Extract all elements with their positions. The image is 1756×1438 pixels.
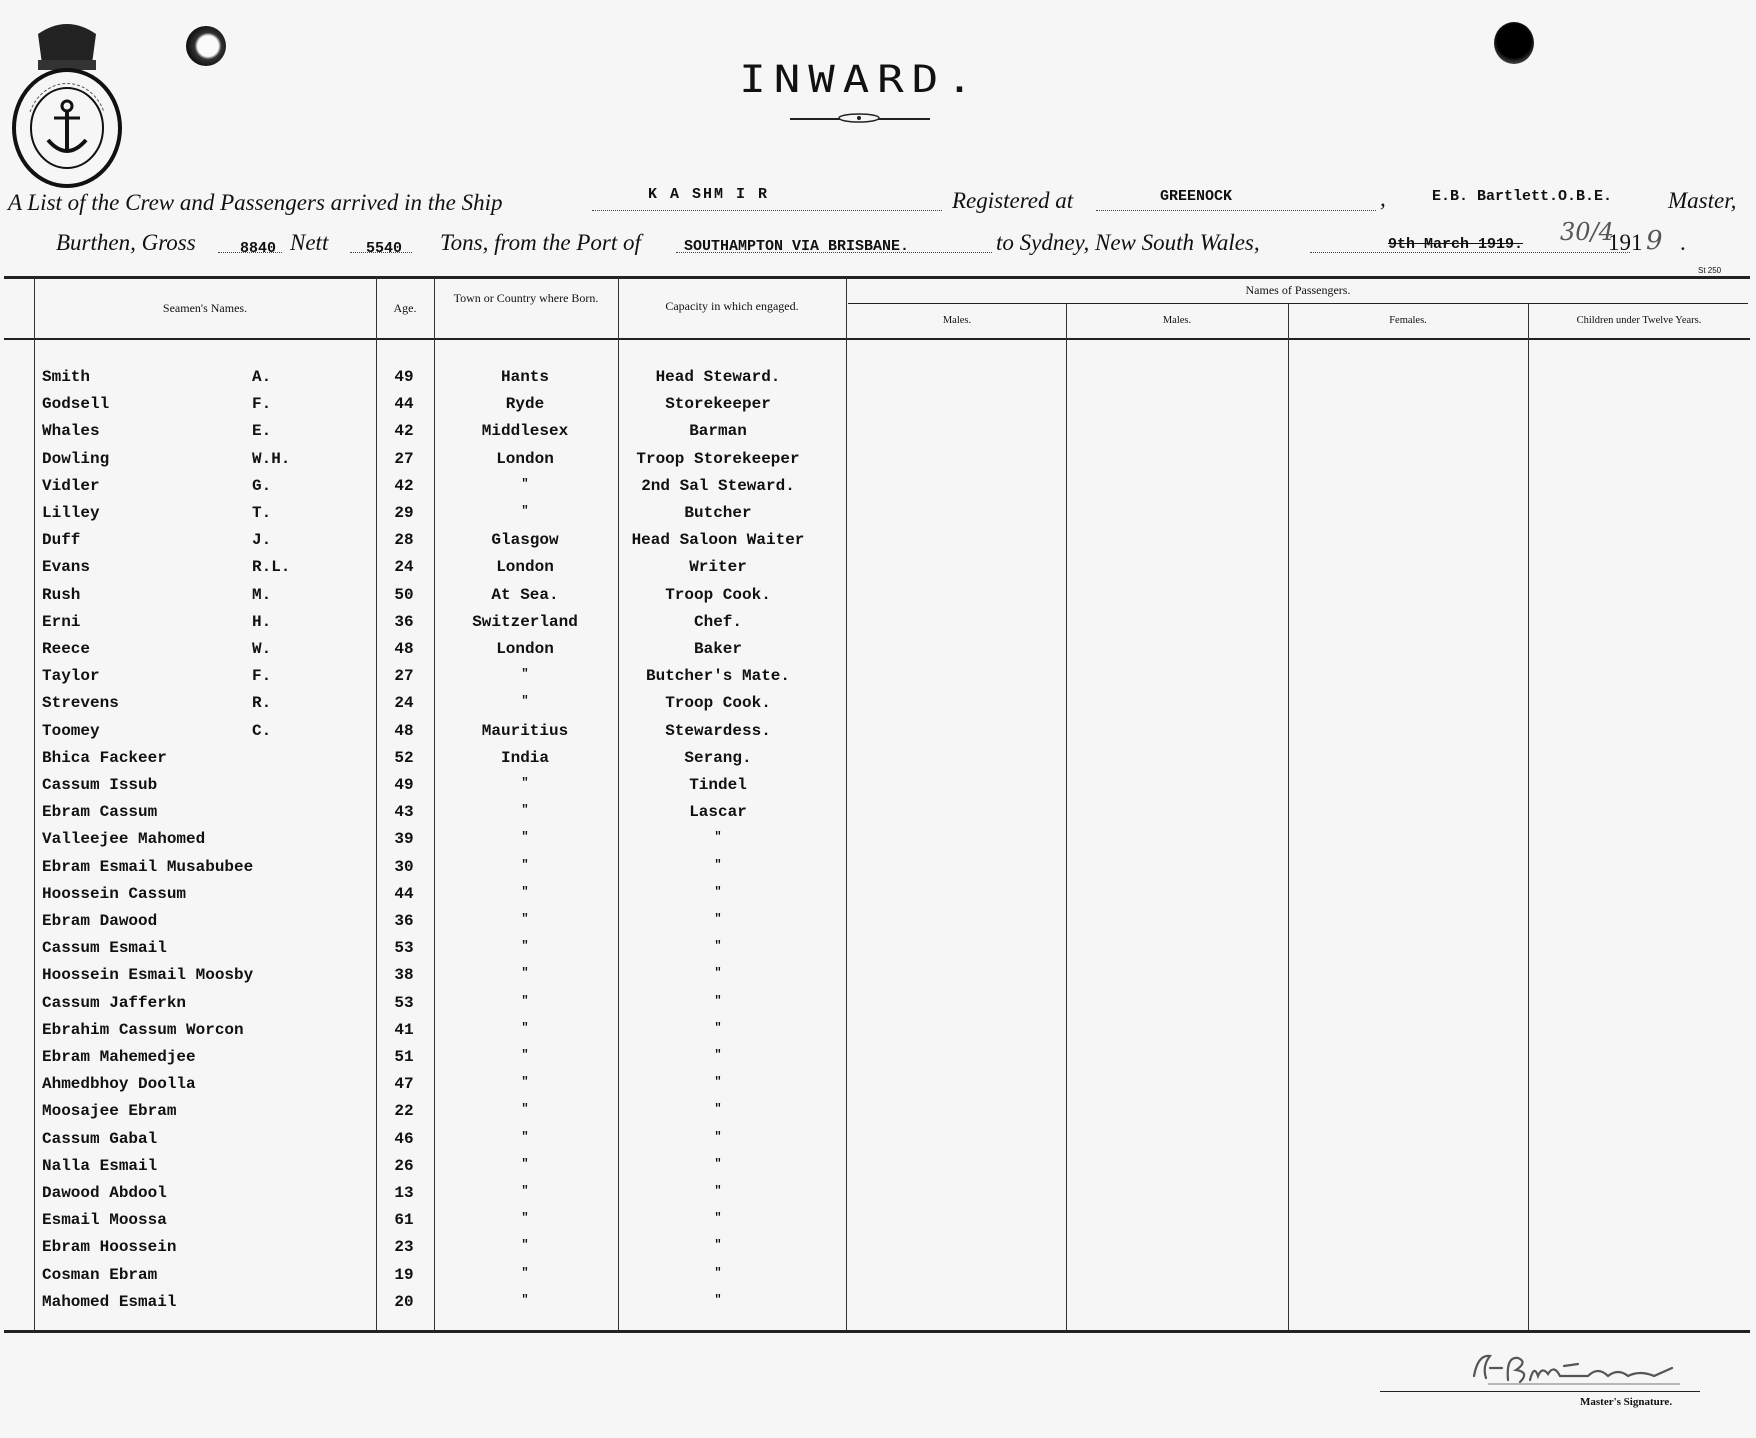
crew-birthplace: " (521, 1157, 529, 1171)
col-header-passengers: Names of Passengers. (1245, 283, 1351, 297)
crew-birthplace: Mauritius (481, 722, 569, 740)
crew-birthplace: " (521, 1102, 529, 1116)
crew-capacity: " (714, 912, 722, 926)
crew-row (0, 531, 1756, 555)
crew-capacity: " (714, 858, 722, 872)
crew-row (0, 966, 1756, 990)
form-title: INWARD. (739, 57, 981, 102)
crew-birthplace: " (521, 1266, 529, 1280)
col-header-males-1: Males. (942, 315, 972, 326)
crew-initial: M. (252, 586, 272, 604)
crew-capacity: Lascar (689, 803, 747, 821)
crew-age: 19 (394, 1266, 414, 1284)
crew-initial: R.L. (252, 558, 291, 576)
crew-initial: F. (252, 395, 272, 413)
crew-capacity: Butcher's Mate. (645, 667, 791, 685)
crew-row (0, 1075, 1756, 1099)
crew-capacity: " (714, 1184, 722, 1198)
shipping-masters-seal-icon (8, 20, 126, 190)
crew-age: 43 (394, 803, 414, 821)
crew-name: Dawood Abdool (42, 1184, 167, 1202)
crew-initial: A. (252, 368, 272, 386)
crew-age: 49 (394, 776, 414, 794)
crew-birthplace: " (521, 1211, 529, 1225)
crew-initial: W.H. (252, 450, 291, 468)
registered-line (1096, 210, 1376, 211)
crew-name: Lilley (42, 504, 100, 522)
crew-row (0, 912, 1756, 936)
crew-age: 20 (394, 1293, 414, 1311)
crew-capacity: " (714, 885, 722, 899)
crew-age: 42 (394, 477, 414, 495)
crew-initial: T. (252, 504, 272, 522)
crew-name: Ebram Mahemedjee (42, 1048, 196, 1066)
crew-age: 27 (394, 667, 414, 685)
crew-row (0, 395, 1756, 419)
crew-birthplace: " (521, 858, 529, 872)
crew-capacity: " (714, 1157, 722, 1171)
crew-birthplace: " (521, 1075, 529, 1089)
punch-hole-left (186, 26, 226, 66)
crew-name: Mahomed Esmail (42, 1293, 177, 1311)
crew-birthplace: Middlesex (481, 422, 569, 440)
crew-row (0, 1211, 1756, 1235)
crew-capacity: " (714, 1075, 722, 1089)
crew-initial: J. (252, 531, 272, 549)
label-registered: Registered at (952, 188, 1074, 213)
crew-age: 48 (394, 722, 414, 740)
crew-age: 46 (394, 1130, 414, 1148)
crew-name: Godsell (42, 395, 110, 413)
crew-birthplace: " (521, 1021, 529, 1035)
crew-age: 22 (394, 1102, 414, 1120)
label-comma: , (1380, 186, 1386, 211)
crew-row (0, 1293, 1756, 1317)
crew-age: 42 (394, 422, 414, 440)
crew-capacity: Baker (693, 640, 742, 658)
crew-capacity: Tindel (689, 776, 747, 794)
crew-name: Vidler (42, 477, 100, 495)
crew-name: Ebram Hoossein (42, 1238, 177, 1256)
crew-initial: R. (252, 694, 272, 712)
crew-birthplace: " (521, 1238, 529, 1252)
crew-birthplace: " (521, 477, 529, 491)
crew-capacity: " (714, 994, 722, 1008)
punch-hole-right (1494, 22, 1534, 64)
col-header-age: Age. (393, 301, 417, 315)
crew-name: Dowling (42, 450, 110, 468)
crew-name: Esmail Moossa (42, 1211, 167, 1229)
crew-capacity: 2nd Sal Steward. (641, 477, 795, 495)
crew-capacity: Butcher (684, 504, 752, 522)
passenger-subheader-rule (848, 303, 1748, 304)
crew-birthplace: Ryde (505, 395, 545, 413)
crew-birthplace: " (521, 504, 529, 518)
table-top-rule (4, 276, 1750, 279)
crew-age: 27 (394, 450, 414, 468)
crew-birthplace: London (496, 640, 554, 658)
crew-row (0, 1184, 1756, 1208)
crew-initial: W. (252, 640, 272, 658)
crew-initial: C. (252, 722, 272, 740)
crew-birthplace: " (521, 776, 529, 790)
crew-age: 26 (394, 1157, 414, 1175)
crew-capacity: " (714, 966, 722, 980)
crew-name: Ebram Esmail Musabubee (42, 858, 254, 876)
crew-row (0, 994, 1756, 1018)
col-header-town: Town or Country where Born. (453, 291, 599, 305)
crew-capacity: " (714, 1130, 722, 1144)
crew-row (0, 586, 1756, 610)
crew-row (0, 558, 1756, 582)
crew-row (0, 422, 1756, 446)
year-digit: 9 (1646, 226, 1663, 256)
crew-name: Moosajee Ebram (42, 1102, 177, 1120)
signature-rule (1380, 1391, 1700, 1392)
crew-name: Reece (42, 640, 91, 658)
crew-capacity: " (714, 1211, 722, 1225)
crew-row (0, 368, 1756, 392)
crew-age: 36 (394, 912, 414, 930)
crew-capacity: Head Steward. (655, 368, 781, 386)
crew-birthplace: " (521, 1293, 529, 1307)
crew-row (0, 613, 1756, 637)
label-burthen: Burthen, Gross (56, 230, 196, 255)
label-to-sydney: to Sydney, New South Wales, (996, 230, 1260, 255)
crew-capacity: Troop Storekeeper (636, 450, 800, 468)
crew-age: 30 (394, 858, 414, 876)
crew-capacity: Writer (689, 558, 747, 576)
crew-name: Ebrahim Cassum Worcon (42, 1021, 244, 1039)
crew-capacity: " (714, 939, 722, 953)
crew-name: Evans (42, 558, 91, 576)
crew-birthplace: " (521, 1184, 529, 1198)
crew-birthplace: Hants (500, 368, 549, 386)
crew-name: Valleejee Mahomed (42, 830, 206, 848)
crew-name: Smith (42, 368, 91, 386)
crew-initial: E. (252, 422, 272, 440)
crew-capacity: " (714, 1102, 722, 1116)
crew-birthplace: " (521, 694, 529, 708)
port-of-departure: SOUTHAMPTON VIA BRISBANE. (684, 238, 910, 255)
crew-capacity: Chef. (693, 613, 742, 631)
crew-row (0, 1021, 1756, 1045)
crew-age: 23 (394, 1238, 414, 1256)
crew-row (0, 1266, 1756, 1290)
table-header-rule (4, 338, 1750, 340)
master-signature-mark (1468, 1346, 1698, 1388)
crew-birthplace: " (521, 803, 529, 817)
crew-age: 36 (394, 613, 414, 631)
crew-row (0, 1238, 1756, 1262)
crew-birthplace: " (521, 885, 529, 899)
label-tons: Tons, from the Port of (440, 230, 641, 255)
crew-row (0, 749, 1756, 773)
crew-row (0, 1102, 1756, 1126)
crew-row (0, 477, 1756, 501)
crew-age: 13 (394, 1184, 414, 1202)
crew-initial: F. (252, 667, 272, 685)
crew-name: Duff (42, 531, 81, 549)
crew-capacity: Troop Cook. (665, 694, 771, 712)
crew-initial: H. (252, 613, 272, 631)
crew-age: 48 (394, 640, 414, 658)
crew-age: 50 (394, 586, 414, 604)
crew-age: 53 (394, 994, 414, 1012)
crew-birthplace: London (496, 558, 554, 576)
date-struck: 9th March 1919. (1388, 236, 1524, 253)
crew-name: Taylor (42, 667, 100, 685)
crew-row (0, 1048, 1756, 1072)
crew-row (0, 939, 1756, 963)
crew-birthplace: Glasgow (491, 531, 559, 549)
crew-name: Whales (42, 422, 100, 440)
crew-name: Ebram Cassum (42, 803, 158, 821)
crew-age: 47 (394, 1075, 414, 1093)
crew-capacity: Head Saloon Waiter (631, 531, 805, 549)
crew-age: 28 (394, 531, 414, 549)
table-bottom-rule (4, 1330, 1750, 1333)
crew-row (0, 803, 1756, 827)
crew-birthplace: " (521, 830, 529, 844)
master-name: E.B. Bartlett.O.B.E. (1432, 188, 1613, 205)
crew-row (0, 640, 1756, 664)
crew-age: 41 (394, 1021, 414, 1039)
crew-name: Nalla Esmail (42, 1157, 158, 1175)
gross-tonnage: 8840 (240, 240, 277, 257)
crew-row (0, 885, 1756, 909)
crew-birthplace: " (521, 1048, 529, 1062)
crew-row (0, 722, 1756, 746)
crew-age: 44 (394, 885, 414, 903)
crew-name: Ahmedbhoy Doolla (42, 1075, 196, 1093)
crew-name: Rush (42, 586, 81, 604)
nett-tonnage: 5540 (366, 240, 403, 257)
crew-birthplace: " (521, 994, 529, 1008)
crew-age: 61 (394, 1211, 414, 1229)
ship-name-line (592, 210, 942, 211)
crew-age: 44 (394, 395, 414, 413)
crew-name: Cassum Jafferkn (42, 994, 187, 1012)
signature-label: Master's Signature. (1580, 1396, 1673, 1408)
crew-age: 52 (394, 749, 414, 767)
crew-capacity: " (714, 1266, 722, 1280)
crew-name: Cosman Ebram (42, 1266, 158, 1284)
label-year: 191 (1608, 230, 1643, 255)
crew-birthplace: India (500, 749, 549, 767)
crew-birthplace: London (496, 450, 554, 468)
crew-row (0, 1157, 1756, 1181)
crew-birthplace: " (521, 912, 529, 926)
crew-row (0, 1130, 1756, 1154)
col-header-names: Seamen's Names. (162, 301, 248, 315)
crew-name: Hoossein Cassum (42, 885, 187, 903)
crew-birthplace: " (521, 667, 529, 681)
crew-capacity: " (714, 1293, 722, 1307)
crew-name: Hoossein Esmail Moosby (42, 966, 254, 984)
label-nett: Nett (290, 230, 329, 255)
crew-capacity: " (714, 830, 722, 844)
col-header-capacity: Capacity in which engaged. (665, 299, 799, 313)
crew-row (0, 776, 1756, 800)
crew-age: 29 (394, 504, 414, 522)
crew-capacity: Troop Cook. (665, 586, 771, 604)
crew-birthplace: At Sea. (491, 586, 559, 604)
crew-row (0, 858, 1756, 882)
crew-age: 53 (394, 939, 414, 957)
ship-name: K A SHM I R (648, 186, 770, 203)
crew-row (0, 694, 1756, 718)
crew-row (0, 667, 1756, 691)
title-ornament (836, 112, 882, 124)
form-ref: St 250 (1698, 266, 1722, 275)
crew-name: Strevens (42, 694, 119, 712)
crew-name: Bhica Fackeer (42, 749, 167, 767)
crew-birthplace: " (521, 1130, 529, 1144)
col-header-females: Females. (1389, 315, 1427, 326)
crew-row (0, 830, 1756, 854)
label-period: . (1680, 230, 1686, 255)
crew-row (0, 450, 1756, 474)
crew-age: 51 (394, 1048, 414, 1066)
crew-age: 24 (394, 694, 414, 712)
crew-name: Cassum Issub (42, 776, 158, 794)
crew-age: 24 (394, 558, 414, 576)
crew-age: 49 (394, 368, 414, 386)
crew-name: Toomey (42, 722, 100, 740)
crew-initial: G. (252, 477, 272, 495)
label-master: Master, (1668, 188, 1737, 213)
crew-capacity: " (714, 1048, 722, 1062)
label-list: A List of the Crew and Passengers arrived in the Ship (8, 190, 503, 215)
date-handwritten: 30/4 (1560, 218, 1614, 246)
crew-capacity: Serang. (684, 749, 752, 767)
crew-name: Cassum Gabal (42, 1130, 158, 1148)
col-header-males-2: Males. (1162, 315, 1192, 326)
crew-birthplace: " (521, 966, 529, 980)
crew-capacity: " (714, 1021, 722, 1035)
crew-birthplace: Switzerland (472, 613, 578, 631)
registered-at: GREENOCK (1160, 188, 1233, 205)
crew-age: 39 (394, 830, 414, 848)
col-header-children: Children under Twelve Years. (1576, 315, 1702, 326)
crew-capacity: " (714, 1238, 722, 1252)
crew-birthplace: " (521, 939, 529, 953)
crew-name: Erni (42, 613, 81, 631)
crew-age: 38 (394, 966, 414, 984)
crew-name: Cassum Esmail (42, 939, 167, 957)
crew-capacity: Stewardess. (665, 722, 771, 740)
crew-name: Ebram Dawood (42, 912, 158, 930)
crew-capacity: Storekeeper (665, 395, 771, 413)
crew-row (0, 504, 1756, 528)
crew-capacity: Barman (689, 422, 747, 440)
